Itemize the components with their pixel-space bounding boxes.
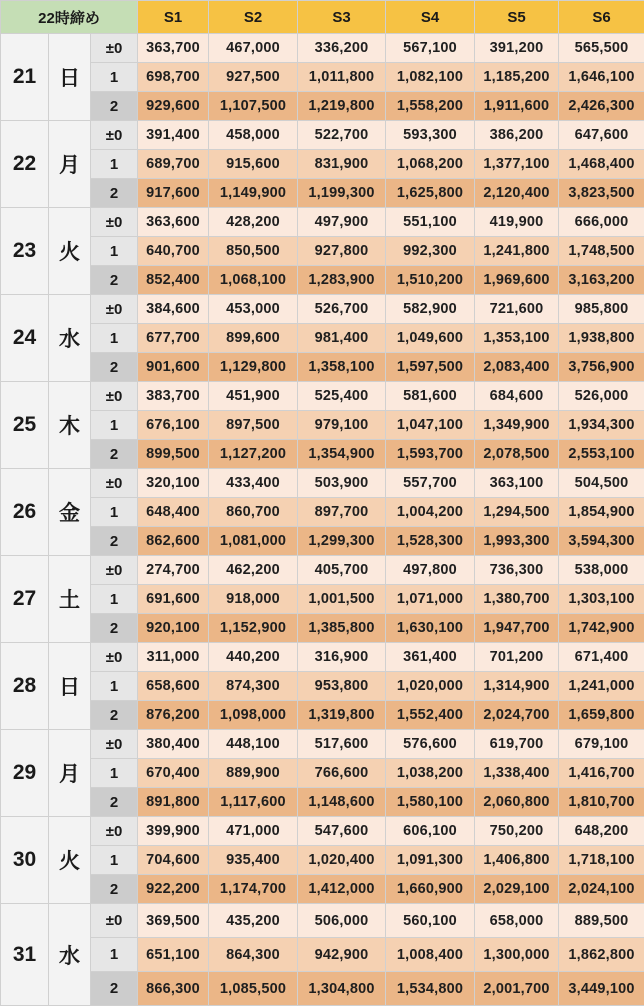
value-cell: 1,149,900 — [209, 179, 298, 208]
level-cell: 2 — [91, 527, 138, 556]
value-cell: 3,594,300 — [559, 527, 644, 556]
weekday-cell: 日 — [49, 643, 91, 730]
level-cell: ±0 — [91, 730, 138, 759]
table-row — [1, 846, 644, 875]
date-cell: 22 — [1, 121, 49, 208]
level-cell: 1 — [91, 585, 138, 614]
table-row — [1, 266, 644, 295]
value-cell: 517,600 — [298, 730, 386, 759]
value-cell: 1,038,200 — [386, 759, 475, 788]
level-cell: 1 — [91, 672, 138, 701]
value-cell: 399,900 — [138, 817, 209, 846]
level-cell: 2 — [91, 179, 138, 208]
value-cell: 671,400 — [559, 643, 644, 672]
value-cell: 658,600 — [138, 672, 209, 701]
value-cell: 850,500 — [209, 237, 298, 266]
table-row — [1, 788, 644, 817]
level-cell: 2 — [91, 972, 138, 1006]
level-cell: ±0 — [91, 643, 138, 672]
value-cell: 606,100 — [386, 817, 475, 846]
level-cell: 1 — [91, 324, 138, 353]
value-cell: 1,001,500 — [298, 585, 386, 614]
value-cell: 862,600 — [138, 527, 209, 556]
table-row — [1, 34, 644, 63]
weekday-cell: 火 — [49, 208, 91, 295]
value-cell: 677,700 — [138, 324, 209, 353]
date-cell: 27 — [1, 556, 49, 643]
value-cell: 3,823,500 — [559, 179, 644, 208]
value-cell: 1,047,100 — [386, 411, 475, 440]
level-cell: 2 — [91, 266, 138, 295]
table-row — [1, 498, 644, 527]
weekday-cell: 金 — [49, 469, 91, 556]
value-cell: 451,900 — [209, 382, 298, 411]
value-cell: 363,600 — [138, 208, 209, 237]
value-cell: 336,200 — [298, 34, 386, 63]
value-cell: 462,200 — [209, 556, 298, 585]
value-cell: 3,449,100 — [559, 972, 644, 1006]
value-cell: 386,200 — [475, 121, 559, 150]
value-cell: 1,862,800 — [559, 938, 644, 972]
value-cell: 929,600 — [138, 92, 209, 121]
value-cell: 1,304,800 — [298, 972, 386, 1006]
value-cell: 538,000 — [559, 556, 644, 585]
table-row — [1, 92, 644, 121]
value-cell: 1,020,000 — [386, 672, 475, 701]
value-cell: 1,552,400 — [386, 701, 475, 730]
value-cell: 1,241,800 — [475, 237, 559, 266]
value-cell: 2,024,100 — [559, 875, 644, 904]
table-row — [1, 63, 644, 92]
value-cell: 1,353,100 — [475, 324, 559, 353]
column-header: S4 — [386, 1, 475, 34]
value-cell: 1,558,200 — [386, 92, 475, 121]
value-cell: 3,163,200 — [559, 266, 644, 295]
value-cell: 567,100 — [386, 34, 475, 63]
level-cell: 2 — [91, 440, 138, 469]
value-cell: 565,500 — [559, 34, 644, 63]
value-cell: 471,000 — [209, 817, 298, 846]
value-cell: 440,200 — [209, 643, 298, 672]
value-cell: 874,300 — [209, 672, 298, 701]
value-cell: 453,000 — [209, 295, 298, 324]
value-cell: 3,756,900 — [559, 353, 644, 382]
value-cell: 316,900 — [298, 643, 386, 672]
value-cell: 992,300 — [386, 237, 475, 266]
value-cell: 1,377,100 — [475, 150, 559, 179]
value-cell: 504,500 — [559, 469, 644, 498]
value-cell: 1,314,900 — [475, 672, 559, 701]
value-cell: 918,000 — [209, 585, 298, 614]
value-cell: 1,938,800 — [559, 324, 644, 353]
weekday-cell: 月 — [49, 730, 91, 817]
value-cell: 1,854,900 — [559, 498, 644, 527]
table-row — [1, 179, 644, 208]
value-cell: 497,900 — [298, 208, 386, 237]
value-cell: 369,500 — [138, 904, 209, 938]
table-row — [1, 382, 644, 411]
weekday-cell: 日 — [49, 34, 91, 121]
value-cell: 1,319,800 — [298, 701, 386, 730]
value-cell: 901,600 — [138, 353, 209, 382]
value-cell: 684,600 — [475, 382, 559, 411]
value-cell: 582,900 — [386, 295, 475, 324]
value-cell: 1,219,800 — [298, 92, 386, 121]
value-cell: 1,412,000 — [298, 875, 386, 904]
deadline-label: 22時締め — [1, 1, 138, 34]
value-cell: 1,742,900 — [559, 614, 644, 643]
value-cell: 915,600 — [209, 150, 298, 179]
date-cell: 26 — [1, 469, 49, 556]
weekday-cell: 月 — [49, 121, 91, 208]
level-cell: 1 — [91, 237, 138, 266]
value-cell: 1,068,200 — [386, 150, 475, 179]
date-cell: 28 — [1, 643, 49, 730]
value-cell: 889,900 — [209, 759, 298, 788]
value-cell: 691,600 — [138, 585, 209, 614]
date-cell: 23 — [1, 208, 49, 295]
value-cell: 698,700 — [138, 63, 209, 92]
value-cell: 2,553,100 — [559, 440, 644, 469]
date-cell: 25 — [1, 382, 49, 469]
level-cell: ±0 — [91, 295, 138, 324]
value-cell: 640,700 — [138, 237, 209, 266]
level-cell: 1 — [91, 759, 138, 788]
value-cell: 1,148,600 — [298, 788, 386, 817]
value-cell: 920,100 — [138, 614, 209, 643]
value-cell: 666,000 — [559, 208, 644, 237]
value-cell: 1,349,900 — [475, 411, 559, 440]
value-cell: 1,416,700 — [559, 759, 644, 788]
level-cell: 2 — [91, 875, 138, 904]
value-cell: 458,000 — [209, 121, 298, 150]
value-cell: 2,426,300 — [559, 92, 644, 121]
value-cell: 651,100 — [138, 938, 209, 972]
table-row — [1, 904, 644, 938]
table-row — [1, 701, 644, 730]
value-cell: 1,283,900 — [298, 266, 386, 295]
column-header: S2 — [209, 1, 298, 34]
table-row — [1, 938, 644, 972]
value-cell: 860,700 — [209, 498, 298, 527]
value-cell: 1,107,500 — [209, 92, 298, 121]
table-body — [1, 34, 644, 1006]
value-cell: 689,700 — [138, 150, 209, 179]
value-cell: 1,718,100 — [559, 846, 644, 875]
level-cell: 1 — [91, 150, 138, 179]
level-cell: ±0 — [91, 556, 138, 585]
column-header: S3 — [298, 1, 386, 34]
column-header: S1 — [138, 1, 209, 34]
value-cell: 274,700 — [138, 556, 209, 585]
value-cell: 503,900 — [298, 469, 386, 498]
weekday-cell: 水 — [49, 904, 91, 1006]
value-cell: 899,500 — [138, 440, 209, 469]
value-cell: 1,660,900 — [386, 875, 475, 904]
value-cell: 1,299,300 — [298, 527, 386, 556]
value-cell: 831,900 — [298, 150, 386, 179]
table-row — [1, 614, 644, 643]
value-cell: 670,400 — [138, 759, 209, 788]
value-cell: 1,510,200 — [386, 266, 475, 295]
value-cell: 380,400 — [138, 730, 209, 759]
weekday-cell: 水 — [49, 295, 91, 382]
value-cell: 391,200 — [475, 34, 559, 63]
table-row — [1, 672, 644, 701]
value-cell: 1,071,000 — [386, 585, 475, 614]
table-row — [1, 643, 644, 672]
level-cell: 1 — [91, 846, 138, 875]
value-cell: 1,098,000 — [209, 701, 298, 730]
value-cell: 467,000 — [209, 34, 298, 63]
level-cell: 2 — [91, 92, 138, 121]
value-cell: 1,646,100 — [559, 63, 644, 92]
date-cell: 24 — [1, 295, 49, 382]
value-cell: 876,200 — [138, 701, 209, 730]
value-cell: 1,068,100 — [209, 266, 298, 295]
value-cell: 897,500 — [209, 411, 298, 440]
level-cell: ±0 — [91, 469, 138, 498]
value-cell: 311,000 — [138, 643, 209, 672]
value-cell: 1,406,800 — [475, 846, 559, 875]
value-cell: 1,199,300 — [298, 179, 386, 208]
value-cell: 361,400 — [386, 643, 475, 672]
value-cell: 1,969,600 — [475, 266, 559, 295]
value-cell: 1,011,800 — [298, 63, 386, 92]
level-cell: ±0 — [91, 121, 138, 150]
value-cell: 701,200 — [475, 643, 559, 672]
value-cell: 551,100 — [386, 208, 475, 237]
table-row — [1, 556, 644, 585]
column-header: S5 — [475, 1, 559, 34]
value-cell: 433,400 — [209, 469, 298, 498]
value-cell: 547,600 — [298, 817, 386, 846]
value-cell: 891,800 — [138, 788, 209, 817]
value-cell: 384,600 — [138, 295, 209, 324]
weekday-cell: 火 — [49, 817, 91, 904]
value-cell: 942,900 — [298, 938, 386, 972]
value-cell: 1,127,200 — [209, 440, 298, 469]
value-cell: 2,078,500 — [475, 440, 559, 469]
value-cell: 897,700 — [298, 498, 386, 527]
value-cell: 1,593,700 — [386, 440, 475, 469]
value-cell: 766,600 — [298, 759, 386, 788]
table-row — [1, 353, 644, 382]
table-row — [1, 295, 644, 324]
value-cell: 1,049,600 — [386, 324, 475, 353]
value-cell: 917,600 — [138, 179, 209, 208]
weekday-cell: 土 — [49, 556, 91, 643]
value-cell: 1,934,300 — [559, 411, 644, 440]
value-cell: 428,200 — [209, 208, 298, 237]
value-cell: 1,748,500 — [559, 237, 644, 266]
value-cell: 1,241,000 — [559, 672, 644, 701]
value-cell: 419,900 — [475, 208, 559, 237]
date-cell: 21 — [1, 34, 49, 121]
value-cell: 1,358,100 — [298, 353, 386, 382]
value-cell: 1,117,600 — [209, 788, 298, 817]
value-cell: 405,700 — [298, 556, 386, 585]
value-cell: 557,700 — [386, 469, 475, 498]
value-cell: 1,528,300 — [386, 527, 475, 556]
value-cell: 852,400 — [138, 266, 209, 295]
level-cell: 2 — [91, 353, 138, 382]
value-cell: 576,600 — [386, 730, 475, 759]
value-cell: 522,700 — [298, 121, 386, 150]
value-cell: 679,100 — [559, 730, 644, 759]
value-cell: 1,338,400 — [475, 759, 559, 788]
value-cell: 2,029,100 — [475, 875, 559, 904]
table-row — [1, 759, 644, 788]
value-cell: 497,800 — [386, 556, 475, 585]
table-row — [1, 817, 644, 846]
level-cell: 2 — [91, 701, 138, 730]
value-cell: 1,947,700 — [475, 614, 559, 643]
value-cell: 935,400 — [209, 846, 298, 875]
level-cell: 1 — [91, 938, 138, 972]
value-cell: 1,468,400 — [559, 150, 644, 179]
value-cell: 979,100 — [298, 411, 386, 440]
table-row — [1, 121, 644, 150]
value-cell: 448,100 — [209, 730, 298, 759]
value-cell: 1,008,400 — [386, 938, 475, 972]
table-row — [1, 237, 644, 266]
value-cell: 1,081,000 — [209, 527, 298, 556]
table-row — [1, 324, 644, 353]
value-cell: 647,600 — [559, 121, 644, 150]
value-cell: 1,911,600 — [475, 92, 559, 121]
value-cell: 1,625,800 — [386, 179, 475, 208]
value-cell: 1,993,300 — [475, 527, 559, 556]
value-cell: 2,083,400 — [475, 353, 559, 382]
level-cell: 2 — [91, 788, 138, 817]
value-cell: 1,174,700 — [209, 875, 298, 904]
value-cell: 363,100 — [475, 469, 559, 498]
value-cell: 1,152,900 — [209, 614, 298, 643]
date-cell: 31 — [1, 904, 49, 1006]
value-cell: 648,400 — [138, 498, 209, 527]
value-cell: 383,700 — [138, 382, 209, 411]
value-cell: 506,000 — [298, 904, 386, 938]
table-row — [1, 585, 644, 614]
column-header: S6 — [559, 1, 644, 34]
value-cell: 526,700 — [298, 295, 386, 324]
value-cell: 1,597,500 — [386, 353, 475, 382]
value-cell: 985,800 — [559, 295, 644, 324]
value-cell: 927,500 — [209, 63, 298, 92]
level-cell: ±0 — [91, 208, 138, 237]
value-cell: 1,380,700 — [475, 585, 559, 614]
value-cell: 1,630,100 — [386, 614, 475, 643]
value-cell: 922,200 — [138, 875, 209, 904]
value-cell: 704,600 — [138, 846, 209, 875]
value-cell: 676,100 — [138, 411, 209, 440]
value-cell: 1,091,300 — [386, 846, 475, 875]
table-row — [1, 972, 644, 1006]
value-cell: 320,100 — [138, 469, 209, 498]
value-cell: 750,200 — [475, 817, 559, 846]
date-cell: 29 — [1, 730, 49, 817]
level-cell: ±0 — [91, 904, 138, 938]
table-row — [1, 875, 644, 904]
value-cell: 2,120,400 — [475, 179, 559, 208]
table-row — [1, 730, 644, 759]
value-cell: 560,100 — [386, 904, 475, 938]
level-cell: ±0 — [91, 34, 138, 63]
level-cell: 1 — [91, 63, 138, 92]
header-row — [1, 1, 644, 34]
value-cell: 1,385,800 — [298, 614, 386, 643]
value-cell: 1,534,800 — [386, 972, 475, 1006]
level-cell: ±0 — [91, 382, 138, 411]
value-cell: 619,700 — [475, 730, 559, 759]
value-cell: 2,060,800 — [475, 788, 559, 817]
table-row — [1, 469, 644, 498]
value-cell: 435,200 — [209, 904, 298, 938]
value-cell: 525,400 — [298, 382, 386, 411]
level-cell: 1 — [91, 411, 138, 440]
value-cell: 953,800 — [298, 672, 386, 701]
table-row — [1, 440, 644, 469]
value-cell: 866,300 — [138, 972, 209, 1006]
value-cell: 889,500 — [559, 904, 644, 938]
value-cell: 1,810,700 — [559, 788, 644, 817]
value-cell: 927,800 — [298, 237, 386, 266]
date-cell: 30 — [1, 817, 49, 904]
value-cell: 581,600 — [386, 382, 475, 411]
value-cell: 864,300 — [209, 938, 298, 972]
value-cell: 736,300 — [475, 556, 559, 585]
value-cell: 593,300 — [386, 121, 475, 150]
value-cell: 981,400 — [298, 324, 386, 353]
table-row — [1, 411, 644, 440]
value-cell: 1,020,400 — [298, 846, 386, 875]
value-cell: 899,600 — [209, 324, 298, 353]
table-row — [1, 208, 644, 237]
value-cell: 1,085,500 — [209, 972, 298, 1006]
value-cell: 1,294,500 — [475, 498, 559, 527]
value-cell: 648,200 — [559, 817, 644, 846]
table-row — [1, 150, 644, 179]
value-cell: 1,129,800 — [209, 353, 298, 382]
weekday-cell: 木 — [49, 382, 91, 469]
level-cell: 2 — [91, 614, 138, 643]
value-cell: 2,001,700 — [475, 972, 559, 1006]
value-cell: 1,185,200 — [475, 63, 559, 92]
value-cell: 526,000 — [559, 382, 644, 411]
value-cell: 391,400 — [138, 121, 209, 150]
value-cell: 1,300,000 — [475, 938, 559, 972]
value-cell: 658,000 — [475, 904, 559, 938]
value-cell: 363,700 — [138, 34, 209, 63]
table-row — [1, 527, 644, 556]
level-cell: 1 — [91, 498, 138, 527]
value-cell: 721,600 — [475, 295, 559, 324]
value-cell: 1,580,100 — [386, 788, 475, 817]
value-cell: 1,659,800 — [559, 701, 644, 730]
value-cell: 1,303,100 — [559, 585, 644, 614]
value-cell: 2,024,700 — [475, 701, 559, 730]
value-cell: 1,354,900 — [298, 440, 386, 469]
value-cell: 1,004,200 — [386, 498, 475, 527]
value-cell: 1,082,100 — [386, 63, 475, 92]
level-cell: ±0 — [91, 817, 138, 846]
